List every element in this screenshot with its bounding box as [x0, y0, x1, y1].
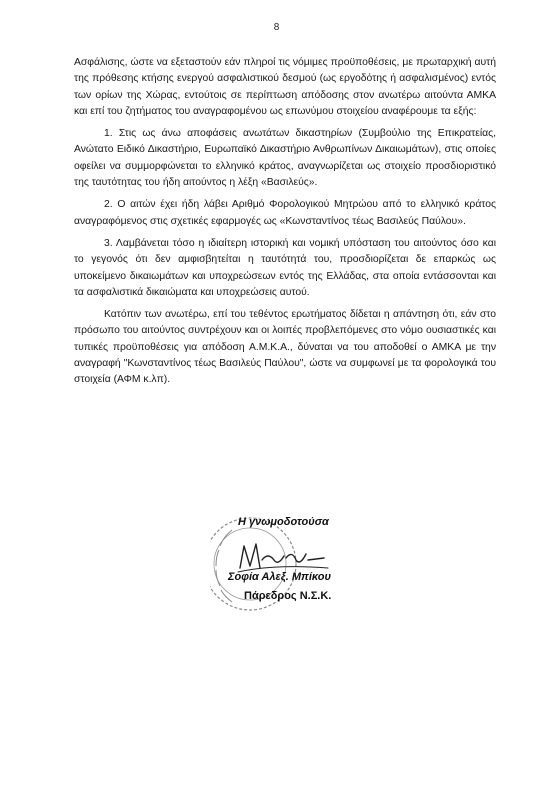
paragraph-point-2: 2. Ο αιτών έχει ήδη λάβει Αριθμό Φορολογικού Μητρώου από το ελληνικό κράτος αναγραφόμενος στις σχετικές εφαρμογές ως «Κωνσταντίνος τέως Βασιλεύς Παύλου». [74, 199, 496, 227]
paragraph-point-3: 3. Λαμβάνεται τόσο η ιδιαίτερη ιστορική και νομική υπόσταση του αιτούντος όσο και το γεγονός ότι δεν αμφισβητείται η ταυτότητά του, προσδιορίζεται δε επαρκώς ως υποκείμενο δικαιωμάτων και υποχρεώσεων εντός της Ελλάδας, στα οποία εντάσσονται και τα ασφαλιστικά δικαιώματα και υποχρεώσεις αυτού. [74, 237, 496, 298]
signatory-name: Σοφία Αλεξ. Μπίκου [228, 571, 331, 583]
signature-block [210, 506, 380, 616]
document-body [74, 55, 496, 389]
paragraph-conclusion: Κατόπιν των ανωτέρω, επί του τεθέντος ερωτήματος δίδεται η απάντηση ότι, εάν στο πρόσωπο του αιτούντος συντρέχουν και οι λοιπές προβλεπόμενες στο νόμο ουσιαστικές και τυπικές προϋποθέσεις για απόδοση Α.Μ.Κ.Α., δύναται να του αποδοθεί ο ΑΜΚΑ με την αναγραφή "Κωνσταντίνος τέως Βασιλεύς Παύλου", ώστε να συμφωνεί με τα φορολογικά του στοιχεία (ΑΦΜ κ.λπ). [74, 309, 496, 386]
page-number: 8 [273, 22, 280, 33]
signatory-role: Πάρεδρος Ν.Σ.Κ. [244, 590, 332, 602]
signature-title: Η γνωμοδοτούσα [238, 516, 329, 528]
paragraph-point-1: 1. Στις ως άνω αποφάσεις ανωτάτων δικαστηρίων (Συμβούλιο της Επικρατείας, Ανώτατο Ειδικό Δικαστήριο, Ευρωπαϊκό Δικαστήριο Ανθρωπίνων Δικαιωμάτων), στις οποίες οφείλει να συμμορφώνεται το ελληνικό κράτος, αναγνωρίζεται ως στοιχείο προσδιοριστικό της ταυτότητας του ήδη αιτούντος η λέξη «Βασιλεύς». [74, 128, 496, 189]
paragraph-intro: Ασφάλισης, ώστε να εξεταστούν εάν πληρoί τις νόμιμες προϋποθέσεις, με πρωταρχική αυτή της πρόθεσης κτήσης ενεργού ασφαλιστικού δεσμού (ως εργοδότης ή ασφαλισμένος) εντός των ορίων της Χώρας, εντούτοις σε περίπτωση απόδοσης στον ανωτέρω αιτούντα ΑΜΚΑ και επί του ζητήματος του αναγραφομένου ως επωνύμου στοιχείου αναφέρουμε τα εξής: [74, 57, 496, 117]
